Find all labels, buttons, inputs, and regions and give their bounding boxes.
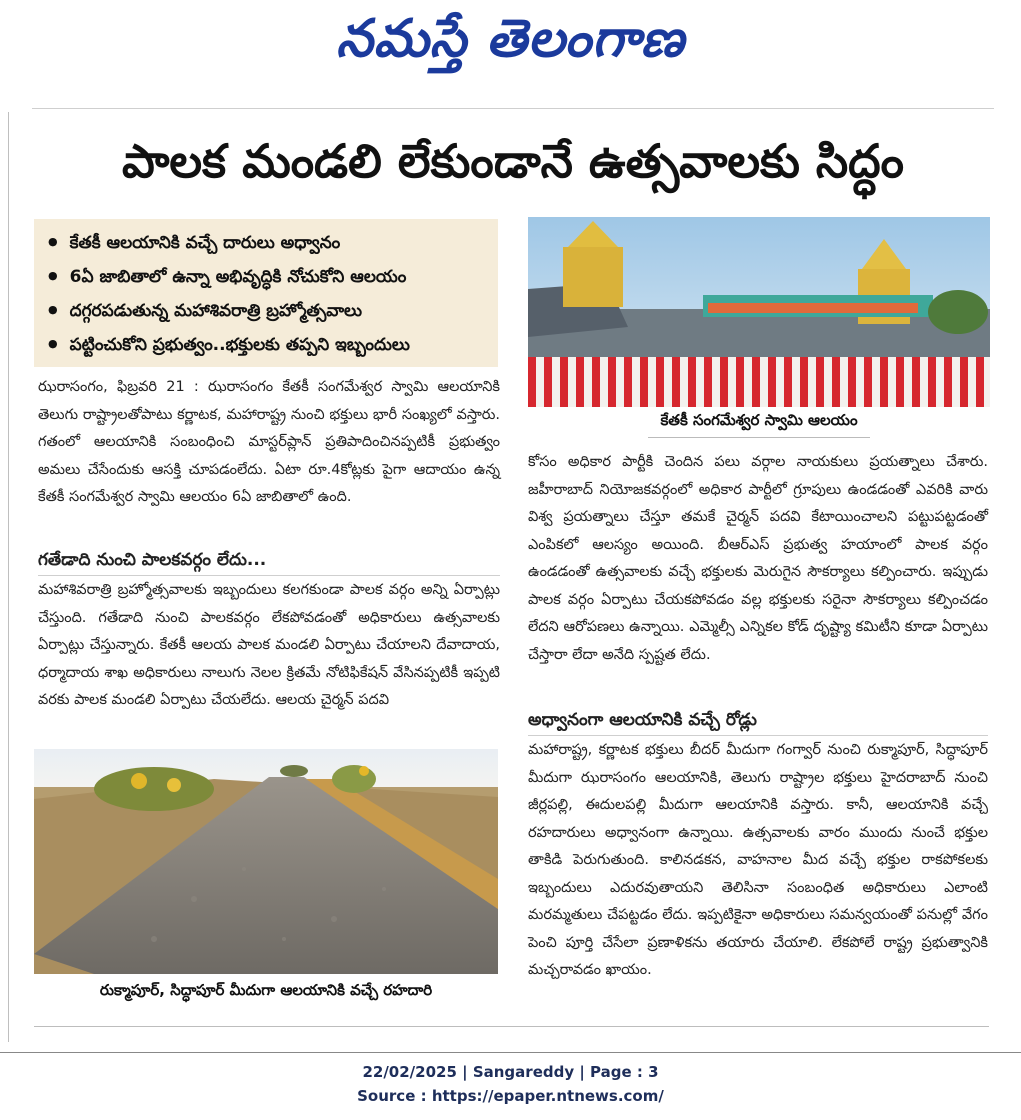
article-paragraph: ఝరాసంగం, ఫిబ్రవరి 21 : ఝరాసంగం కేతకీ సంగమేశ్వర స్వామి ఆలయానికి తెలుగు రాష్ట్రాలతోపాటు కర్ణాటక, మహారాష్ట్ర నుంచి భక్తులు భారీ సంఖ్యలో వస్తారు. గతంలో ఆలయానికి సంబంధించి మాస్టర్‌ప్లాన్ ప్రతిపాదించినప్పటికీ ప్రభుత్వం అమలు చేసేందుకు ఆసక్తి చూపడంలేదు. ఏటా రూ.4కోట్లకు పైగా ఆదాయం ఉన్న కేతకీ సంగమేశ్వర స్వామి ఆలయం 6ఏ జాబితాలో ఉంది.: [38, 379, 500, 505]
footer-date-edition: 22/02/2025 | Sangareddy | Page : 3: [362, 1063, 659, 1081]
article-clipping: [32, 108, 994, 1044]
road-photo: [34, 749, 498, 974]
temple-caption-text: కేతకీ సంగమేశ్వర స్వామి ఆలయం: [648, 411, 869, 438]
article-paragraph: కోసం అధికార పార్టీకి చెందిన పలు వర్గాల నాయకులు ప్రయత్నాలు చేశారు. జహీరాబాద్ నియోజకవర్గంలో అధికార పార్టీలో గ్రూపులు ఉండడంతో ఎవరికి వారు విశ్వ ప్రయత్నాలు చేస్తూ తమకే చైర్మన్ పదవి కేటాయించాలని పట్టుపట్టడంతో ఎంపికలో ఆలస్యం అయింది. బీఆర్‌ఎస్ ప్రభుత్వ హయాంలో పాలక వర్గం ఉండడంతో ఉత్సవాలకు వచ్చే భక్తులకు మెరుగైన సౌకర్యాలు కల్పించారు. ఇప్పుడు పాలక వర్గం ఏర్పాటు చేయకపోవడం వల్ల భక్తులకు సరైనా సౌకర్యాలు కల్పించడం లేదని ఆరోపణలు ఉన్నాయి. ఎమ్మెల్సీ ఎన్నికల కోడ్ దృష్ట్యా కమిటీని కూడా ఏర్పాటు చేస్తారా లేదా అనేది స్పష్టత లేదు.: [528, 454, 988, 663]
article-subheading: అధ్వానంగా ఆలయానికి వచ్చే రోడ్లు: [528, 707, 988, 736]
newspaper-title: నమస్తే తెలంగాణ: [336, 8, 685, 69]
photo-caption: [528, 411, 990, 438]
photo-caption: రుక్మాపూర్, సిద్ధాపూర్ మీదుగా ఆలయానికి వచ్చే రహదారి: [99, 981, 433, 999]
article-headline: పాలక మండలి లేకుండానే ఉత్సవాలకు సిద్ధం: [122, 134, 904, 188]
highlight-item: ● 6ఏ జాబితాలో ఉన్నా అభివృద్ధికి నోచుకోని ఆలయం: [48, 261, 484, 295]
article-paragraph: మహాశివరాత్రి బ్రహ్మోత్సవాలకు ఇబ్బందులు కలగకుండా పాలక వర్గం అన్ని ఏర్పాట్లు చేస్తుంది. గతేడాది నుంచి పాలకవర్గం లేకపోవడంతో అధికారులు ఉత్సవాలకు ఏర్పాట్లు చేస్తున్నారు. కేతకీ ఆలయ పాలక మండలి ఏర్పాటు చేయాలని దేవాదాయ, ధర్మాదాయ శాఖ అధికారులు నాలుగు నెలల క్రితమే నోటిఫికేషన్ వేసినప్పటికీ ఇప్పటి వరకు పాలక మండలి ఏర్పాటు చేయలేదు. ఆలయ చైర్మన్ పదవి: [38, 582, 500, 708]
article-subheading: గతేడాది నుంచి పాలకవర్గం లేదు...: [38, 547, 500, 576]
masthead: [0, 0, 1021, 88]
clipping-bottom-rule: [34, 1026, 989, 1027]
footer: [0, 1060, 1021, 1108]
column-rule: [8, 112, 9, 1042]
highlight-item: ● కేతకీ ఆలయానికి వచ్చే దారులు అధ్వానం: [48, 227, 484, 261]
footer-divider: [0, 1052, 1021, 1053]
highlight-item: ● దగ్గరపడుతున్న మహాశివరాత్రి బ్రహ్మోత్సవాలు: [48, 295, 484, 329]
footer-source: Source : https://epaper.ntnews.com/: [357, 1087, 664, 1105]
article-paragraph: మహారాష్ట్ర, కర్ణాటక భక్తులు బీదర్ మీదుగా గంగ్వార్ నుంచి రుక్మాపూర్, సిద్ధాపూర్ మీదుగా ఝరాసంగం ఆలయానికి, తెలుగు రాష్ట్రాల భక్తులు హైదరాబాద్ నుంచి జీర్లపల్లి, ఈదులపల్లి మీదుగా ఆలయానికి వస్తారు. కానీ, ఆలయానికి వచ్చే రహదారులు అధ్వానంగా ఉన్నాయి. ఉత్సవాలకు వారం ముందు నుంచే భక్తుల తాకిడి పెరుగుతుంది. కాలినడకన, వాహనాల మీద వచ్చే భక్తుల రాకపోకలకు ఇబ్బందులు ఎదురవుతాయని తెలిసినా సంబంధిత అధికారులు ఎలాంటి మరమ్మతులు చేపట్టడం లేదు. ఇప్పటికైనా అధికారులు సమన్వయంతో పనుల్లో వేగం పెంచి పూర్తి చేసేలా ప్రణాళికను తయారు చేయాలి. లేకపోలే రాష్ట్ర ప్రభుత్వానికి మచ్చరావడం ఖాయం.: [528, 742, 988, 978]
highlights-box: [34, 219, 498, 367]
temple-photo: [528, 217, 990, 407]
highlight-item: ● పట్టించుకోని ప్రభుత్వం..భక్తులకు తప్పని ఇబ్బందులు: [48, 329, 484, 363]
